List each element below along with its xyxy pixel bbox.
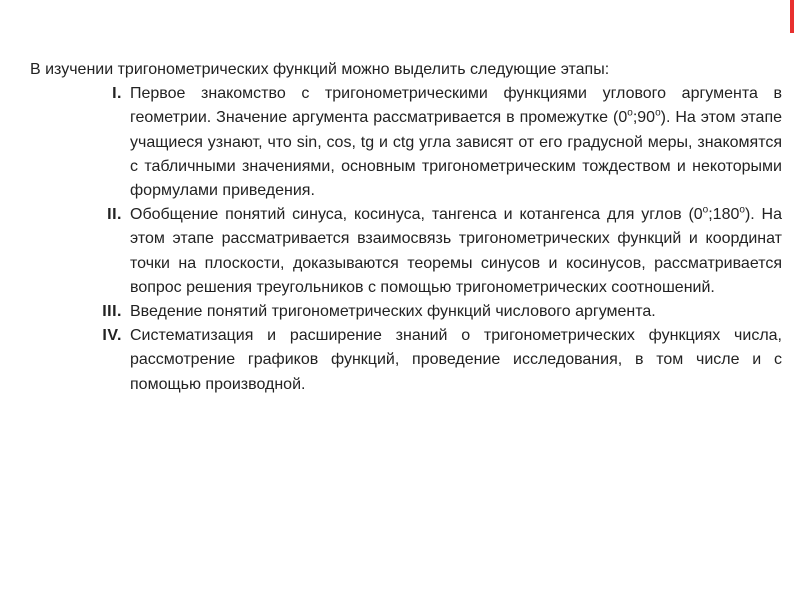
red-accent-bar <box>790 0 794 33</box>
slide-content <box>30 58 782 397</box>
stage-text: Систематизация и расширение знаний о тригонометрических функциях числа, рассмотрение графиков функций, проведение исследования, в том числе и с помощью производной. <box>130 327 782 393</box>
list-numeral: I. <box>112 85 122 103</box>
list-numeral: II. <box>107 206 122 224</box>
intro-text: В изучении тригонометрических функций можно выделить следующие этапы: <box>30 61 610 78</box>
stage-text: Первое знакомство с тригонометрическими функциями углового аргумента в геометрии. Значение аргумента рассматривается в промежутке $(0^о;90^о)$. На этом этапе учащиеся узнают, что sin, cos, tg и ctg угла зависят от его градусной меры, знакомятся с табличными значениями, основным тригонометрическим тождеством и некоторыми формулами приведения. <box>130 85 783 200</box>
stage-text: Обобщение понятий синуса, косинуса, тангенса и котангенса для углов $(0^о;180^о)$. На этом этапе рассматривается взаимосвязь тригонометрических функций и координат точки на плоскости, доказываются теоремы синусов и косинусов, рассматривается вопрос решения треугольников с помощью тригонометрических соотношений. <box>130 204 783 296</box>
list-numeral: IV. <box>102 327 122 345</box>
list-numeral: III. <box>102 303 122 321</box>
stage-text: Введение понятий тригонометрических функций числового аргумента. <box>130 303 656 321</box>
list-item <box>30 203 782 300</box>
list-item <box>30 324 782 397</box>
list-item <box>30 82 782 203</box>
list-item <box>30 300 782 324</box>
stages-list <box>30 82 782 397</box>
